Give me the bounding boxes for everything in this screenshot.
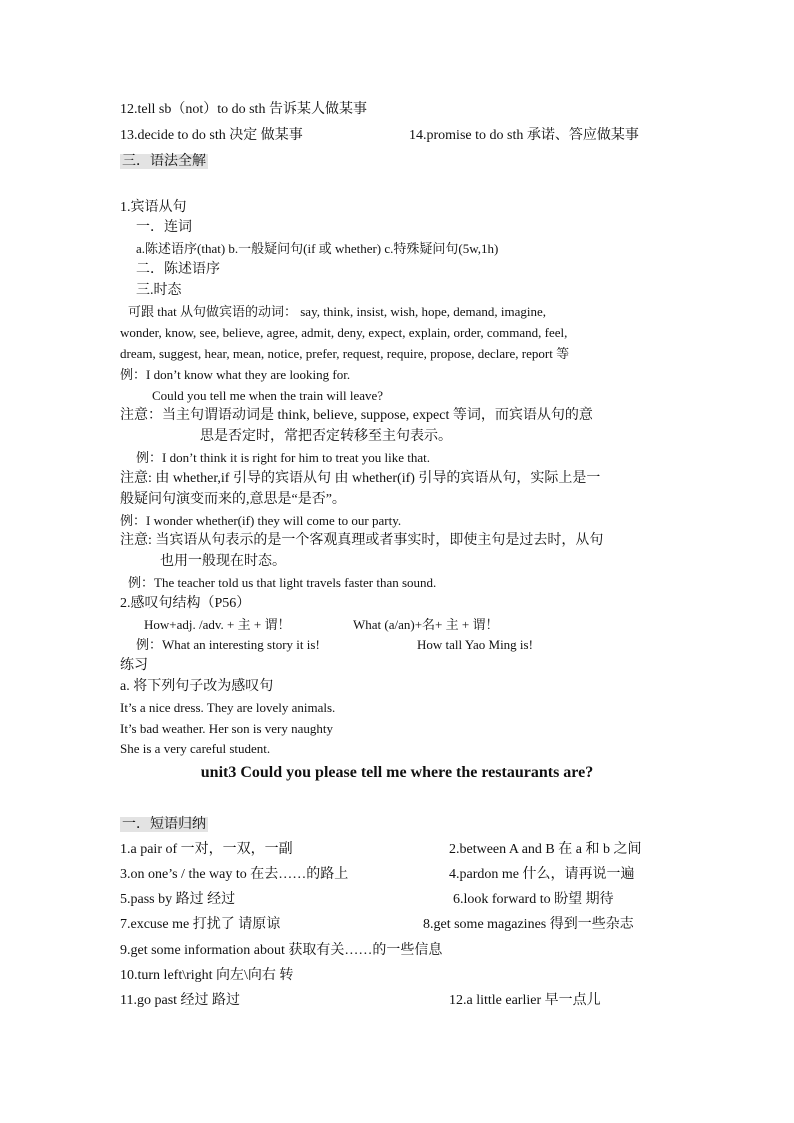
phrase-item-13: 13.decide to do sth 决定 做某事 <box>120 128 303 143</box>
subheading-word-order: 二．陈述语序 <box>136 262 220 277</box>
section-heading-grammar-text: 三．语法全解 <box>122 154 206 169</box>
example-sentence: 例：I don’t think it is right for him to treat you like that. <box>136 450 431 465</box>
example-sentence: 例：I wonder whether(if) they will come to our party. <box>120 513 402 528</box>
phrase-item-14: 14.promise to do sth 承诺、答应做某事 <box>409 128 639 143</box>
practice-sentence: It’s bad weather. Her son is very naughty <box>120 721 334 736</box>
verb-list-line-1: 可跟 that 从句做宾语的动词： say, think, insist, wish, hope, demand, imagine, <box>128 304 547 319</box>
phrase-item-6: 6.look forward to 盼望 期待 <box>453 892 614 907</box>
note-whether-line-1: 注意: 由 whether,if 引导的宾语从句 由 whether(if) 引导的宾语从句，实际上是一 <box>120 471 601 486</box>
practice-heading: 练习 <box>120 658 148 673</box>
example-sentence: Could you tell me when the train will leave? <box>152 388 384 403</box>
phrase-item-7: 7.excuse me 打扰了 请原谅 <box>120 917 281 932</box>
example-sentence: 例：The teacher told us that light travels faster than sound. <box>128 575 437 590</box>
phrase-item-12: 12.tell sb（not）to do sth 告诉某人做某事 <box>120 102 367 117</box>
phrase-item-3: 3.on one’s / the way to 在去……的路上 <box>120 867 349 882</box>
phrase-item-11: 11.go past 经过 路过 <box>120 993 241 1008</box>
practice-sentence: It’s a nice dress. They are lovely animals. <box>120 700 336 715</box>
verb-list-line-2: wonder, know, see, believe, agree, admit, deny, expect, explain, order, command, feel, <box>120 325 568 340</box>
subheading-conjunctions: 一．连词 <box>136 220 192 235</box>
phrase-item-2: 2.between A and B 在 a 和 b 之间 <box>449 842 642 857</box>
note-whether-line-2: 般疑问句演变而来的,意思是“是否”。 <box>120 492 346 507</box>
exclamatory-pattern-what: What (a/an)+名+ 主 + 谓！ <box>353 617 499 632</box>
example-sentence: How tall Yao Ming is! <box>417 637 533 652</box>
phrase-item-1: 1.a pair of 一对，一双，一副 <box>120 842 293 857</box>
grammar-topic-object-clause: 1.宾语从句 <box>120 200 187 215</box>
practice-sentence: She is a very careful student. <box>120 741 271 756</box>
exclamatory-pattern-how: How+adj. /adv. + 主 + 谓！ <box>144 617 291 632</box>
example-sentence: 例：I don’t know what they are looking for. <box>120 367 351 382</box>
subheading-tense: 三.时态 <box>136 283 182 298</box>
phrase-item-4: 4.pardon me 什么，请再说一遍 <box>449 867 635 882</box>
verb-list-line-3: dream, suggest, hear, mean, notice, prefer, request, require, propose, declare, report 等 <box>120 346 570 361</box>
note-truth-line-1: 注意: 当宾语从句表示的是一个客观真理或者事实时，即使主句是过去时，从句 <box>120 533 604 548</box>
unit-title: unit3 Could you please tell me where the restaurants are? <box>200 764 594 781</box>
practice-instruction: a. 将下列句子改为感叹句 <box>120 679 274 694</box>
section-heading-phrases <box>120 815 208 834</box>
section-heading-phrases-text: 一．短语归纳 <box>122 817 206 832</box>
phrase-item-12b: 12.a little earlier 早一点儿 <box>449 993 601 1008</box>
note-truth-line-2: 也用一般现在时态。 <box>160 554 286 569</box>
section-heading-grammar <box>120 152 208 171</box>
conjunction-types: a.陈述语序(that) b.一般疑问句(if 或 whether) c.特殊疑问句(5w,1h) <box>136 241 499 256</box>
example-sentence: 例：What an interesting story it is! <box>136 637 320 652</box>
phrase-item-9: 9.get some information about 获取有关……的一些信息 <box>120 943 443 958</box>
phrase-item-5: 5.pass by 路过 经过 <box>120 892 236 907</box>
note-negation-line-2: 思是否定时，常把否定转移至主句表示。 <box>200 429 452 444</box>
phrase-item-10: 10.turn left\right 向左\向右 转 <box>120 968 294 983</box>
grammar-topic-exclamatory: 2.感叹句结构（P56） <box>120 596 251 611</box>
note-negation-line-1: 注意：当主句谓语动词是 think, believe, suppose, expect 等词，而宾语从句的意 <box>120 408 593 423</box>
phrase-item-8: 8.get some magazines 得到一些杂志 <box>423 917 634 932</box>
